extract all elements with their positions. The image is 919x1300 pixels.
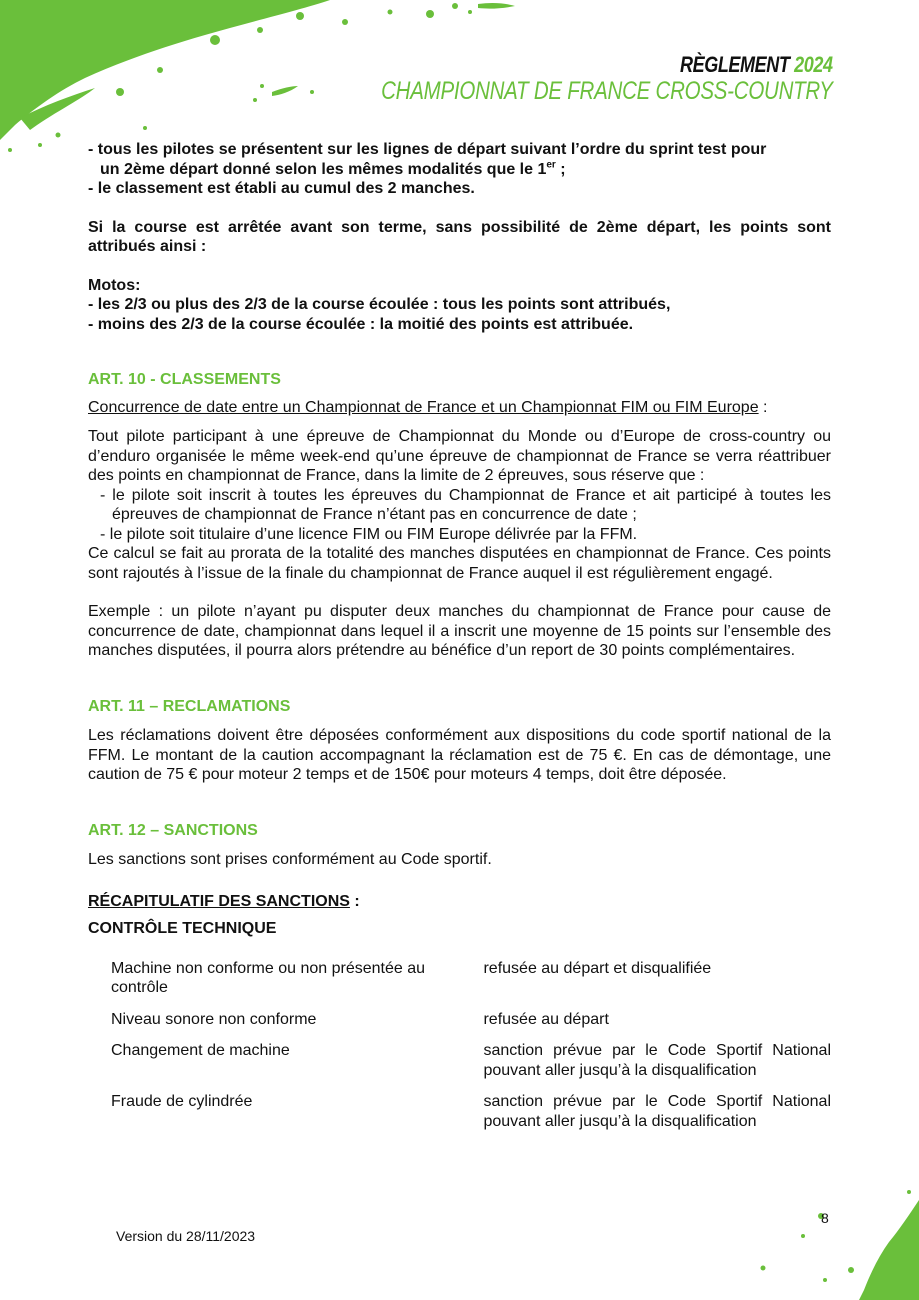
intro-bullet-1-line-1: tous les pilotes se présentent sur les lignes de départ suivant l’ordre du sprint test pour	[97, 141, 767, 158]
art10-example: Exemple : un pilote n’ayant pu disputer deux manches du championnat de France pour cause de concurrence de date, championnat dans lequel il a inscrit une moyenne de 15 points sur l’ensemble des manches disputées, il pourra alors prétendre au bénéfice d’un report de 30 points complémentaires.	[88, 603, 831, 659]
sanction-penalty: refusée au départ	[483, 1010, 609, 1028]
art10-condition-2: - le pilote soit titulaire d’une licence FIM ou FIM Europe délivrée par la FFM.	[100, 525, 638, 543]
art12-heading: ART. 12 – SANCTIONS	[88, 821, 258, 839]
page-number: 8	[821, 1210, 829, 1226]
intro-bullet-2-text: le classement est établi au cumul des 2 manches.	[97, 180, 475, 197]
motos-rule-2: - moins des 2/3 de la course écoulée : la moitié des points est attribuée.	[88, 315, 634, 333]
sanction-offense: Fraude de cylindrée	[111, 1093, 253, 1110]
brush-stroke-bottom-right	[739, 1180, 919, 1300]
art11-heading: ART. 11 – RECLAMATIONS	[88, 697, 291, 715]
motos-rule-1: - les 2/3 ou plus des 2/3 de la course écoulée : tous les points sont attribués,	[88, 296, 671, 313]
recap-heading-end: :	[349, 892, 360, 910]
sanction-penalty: sanction prévue par le Code Sportif National pouvant aller jusqu’à la disqualification	[483, 1042, 831, 1079]
art12-paragraph: Les sanctions sont prises conformément au Code sportif.	[88, 851, 492, 868]
intro-bullet-1: - tous les pilotes se présentent sur les lignes de départ suivant l’ordre du sprint test pour un 2ème départ donné selon les mêmes modalités que le 1er ;	[88, 141, 767, 178]
sanction-row	[88, 959, 831, 998]
sanction-penalty: sanction prévue par le Code Sportif National pouvant aller jusqu’à la disqualification	[483, 1093, 831, 1130]
intro-bullet-1-end: ;	[555, 160, 566, 178]
sanction-offense: Changement de machine	[111, 1042, 290, 1059]
stopped-race-paragraph: Si la course est arrêtée avant son terme, sans possibilité de 2ème départ, les points sont attribués ainsi :	[88, 218, 831, 255]
art10-subtitle	[88, 398, 831, 418]
art10-heading: ART. 10 - CLASSEMENTS	[88, 371, 281, 388]
footer-version: Version du 28/11/2023	[116, 1228, 256, 1244]
recap-section-title: CONTRÔLE TECHNIQUE	[88, 920, 277, 937]
header-title	[381, 52, 833, 78]
document-header	[282, 52, 833, 104]
recap-heading-text: RÉCAPITULATIF DES SANCTIONS	[88, 892, 350, 910]
intro-bullet-1-line-2: un 2ème départ donné selon les mêmes modalités que le 1	[100, 160, 547, 178]
intro-bullet-2: - le classement est établi au cumul des 2 manches.	[88, 180, 475, 197]
sanction-row	[88, 1092, 831, 1131]
sanction-penalty: refusée au départ et disqualifiée	[483, 959, 712, 977]
sanction-row	[88, 1010, 831, 1030]
art10-subtitle-end: :	[758, 398, 768, 416]
art10-subtitle-text: Concurrence de date entre un Championnat de France et un Championnat FIM ou FIM Europe	[88, 398, 759, 416]
superscript-er: er	[546, 159, 556, 171]
motos-label: Motos:	[88, 276, 141, 294]
art10-condition-1: - le pilote soit inscrit à toutes les épreuves du Championnat de France et ait participé à toutes les épreuves de championnat de France n’étant pas en concurrence de date ;	[100, 486, 831, 523]
art10-paragraph-2: Ce calcul se fait au prorata de la totalité des manches disputées en championnat de France. Ces points sont rajoutés à l’issue de la finale du championnat de France auquel il est régulièrement engagé.	[88, 545, 831, 582]
page-content	[88, 140, 831, 1131]
sanction-row	[88, 1041, 831, 1080]
recap-heading	[88, 892, 831, 912]
art10-paragraph-1: Tout pilote participant à une épreuve de Championnat du Monde ou d’Europe de cross-country ou d’enduro organisée le même week-end qu’une épreuve de championnat de France se verra réattribuer des points en championnat de France, dans la limite de 2 épreuves, sous réserve que :	[88, 428, 831, 484]
header-subtitle: CHAMPIONNAT DE FRANCE CROSS-COUNTRY	[381, 77, 833, 105]
sanction-offense: Machine non conforme ou non présentée au contrôle	[111, 959, 425, 996]
sanction-offense: Niveau sonore non conforme	[111, 1010, 317, 1028]
sanctions-table	[88, 959, 831, 1132]
art11-paragraph: Les réclamations doivent être déposées conformément aux dispositions du code sportif national de la FFM. Le montant de la caution accompagnant la réclamation est de 75 €. En cas de démontage, une caution de 75 € pour moteur 2 temps et de 150€ pour moteurs 4 temps, doit être déposée.	[88, 727, 831, 783]
header-title-year: 2024	[794, 52, 833, 77]
header-title-main: RÈGLEMENT	[680, 52, 790, 77]
